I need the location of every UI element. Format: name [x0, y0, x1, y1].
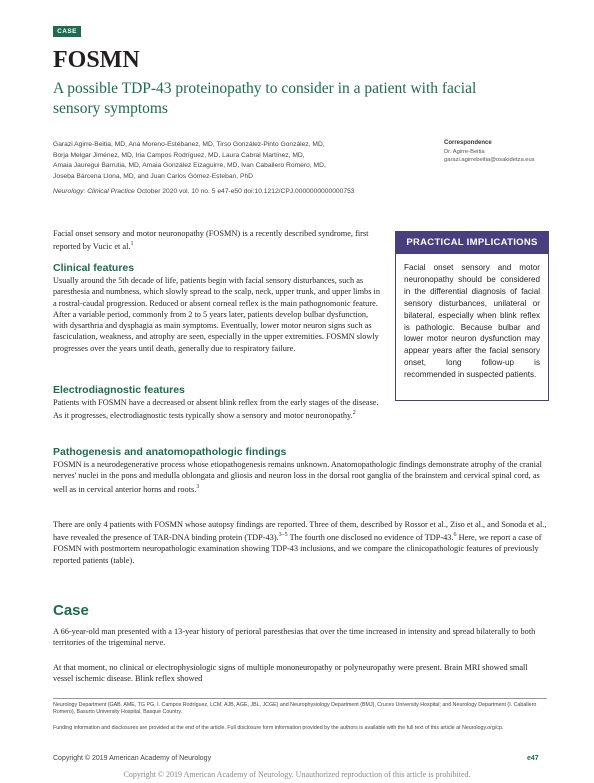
correspondence-name: Dr. Agirre-Beitia	[444, 149, 485, 155]
footer-copyright: Copyright © 2019 American Academy of Neurology	[53, 755, 212, 762]
section-heading-electro: Electrodiagnostic features	[53, 384, 185, 396]
intro-paragraph: Facial onset sensory and motor neuronopathy (FOSMN) is a recently described syndrome, first reported by Vucic et al.$^1$	[53, 229, 369, 252]
reference-marker[interactable]: 2	[352, 410, 356, 417]
page-number: e47	[527, 755, 539, 762]
practical-implications-heading: PRACTICAL IMPLICATIONS	[396, 232, 548, 254]
reference-marker[interactable]: 3	[196, 483, 200, 490]
case-paragraph-2: At that moment, no clinical or electrophysiologic signs of multiple mononeuropathy or polyneuropathy were present. Brain MRI showed small vessel ischemic disease. Blink reflex showed	[53, 663, 528, 684]
journal-name: Neurology: Clinical Practice	[53, 188, 135, 195]
pathogenesis-paragraph: FOSMN is a neurodegenerative process whose etiopathogenesis remains unknown. Anatomopathologic findings demonstrate atrophy of the cranial nerves' nuclei in the pons and medulla oblongata and gliosis and neuron loss in the dorsal root ganglia of the brainstem and cervical spinal cord, as well as in cervical anterior horns and roots.$^3$	[53, 460, 542, 494]
copyright-notice: Copyright © 2019 American Academy of Neurology. Unauthorized reproduction of this article is prohibited.	[123, 770, 471, 779]
article-subtitle: A possible TDP-43 proteinopathy to consider in a patient with facial sensory symptoms	[53, 80, 477, 117]
citation-details: October 2020 vol. 10 no. 5 e47-e50 doi:10.1212/CPJ.0000000000000753	[134, 188, 355, 195]
correspondence-email[interactable]: garazi.agirrebeitia@osakidetza.eus	[444, 157, 535, 163]
case-heading: Case	[53, 602, 89, 619]
funding-footnote: Funding information and disclosures are provided at the end of the article. Full disclosure form information provided by the authors is available with the full text of this article at Neurology.org/cp.	[53, 725, 504, 731]
citation-line	[53, 188, 433, 195]
reference-marker[interactable]: 1	[130, 241, 134, 248]
article-type-badge: CASE	[53, 26, 81, 37]
reference-marker[interactable]: 6	[453, 532, 457, 539]
correspondence-title: Correspondence	[444, 140, 492, 146]
affiliations-footnote: Neurology Department (GAB, AME, TG PG, I. Campos Rodríguez, LCM, AJB, AGE, JBL, JCGE) and Neurophysiology Department (BMJ), Cruces University Hospital; and Neurology Department (I. Caballero Romero), Basurto University Hospital, Basque Country.	[53, 702, 537, 716]
author-list	[53, 140, 393, 182]
practical-implications-text: Facial onset sensory and motor neuronopathy should be considered in the differential diagnosis of facial sensory disturbances, unilateral or bilateral, especially when blink reflex is pathologic. Because bulbar and lower motor neuron dysfunction may appear years after the facial sensory onset, long follow-up is recommended in suspected patients.	[404, 263, 540, 380]
author-line: Borja Melgar Jiménez, MD, Iria Campos Rodríguez, MD, Laura Cabral Martínez, MD,	[53, 151, 305, 159]
author-line: Amaia Jauregui Barrutia, MD, Amaia González Eizaguirre, MD, Ivan Caballero Romero, MD,	[53, 162, 326, 169]
author-line: Garazi Agirre-Beitia, MD, Ana Moreno-Estébanez, MD, Tirso González-Pinto González, MD,	[53, 141, 325, 148]
section-heading-clinical: Clinical features	[53, 262, 135, 274]
clinical-paragraph: Usually around the 5th decade of life, patients begin with facial sensory disturbances, such as paresthesia and numbness, which slowly spread to the scalp, neck, upper trunk, and upper limbs in a rostral-caudal progression. Reduced or absent corneal reflex is the main pathognomonic feature. After a variable period, commonly from 2 to 5 years later, patients develop bulbar dysfunction, with dysarthria and dysphagia as main symptoms. Eventually, lower motor neuron signs such as fasciculation, weakness, and atrophy are seen, especially in the upper extremities. FOSMN slowly progresses over the years until death, generally due to respiratory failure.	[53, 276, 380, 353]
practical-implications-box	[395, 231, 549, 401]
author-line: Joseba Bárcena Llona, MD, and Juan Carlos Gómez-Esteban, PhD	[53, 172, 253, 180]
reference-marker[interactable]: 3–5	[278, 532, 288, 539]
footnote-divider	[53, 698, 547, 699]
case-paragraph-1: A 66-year-old man presented with a 13-year history of perioral paresthesias that over the time increased in intensity and spread bilaterally to both territories of the trigeminal nerve.	[53, 627, 536, 648]
autopsy-paragraph: There are only 4 patients with FOSMN whose autopsy findings are reported. Three of them, described by Rossor et al., Ziso et al., and Sonoda et al., have revealed the presence of TAR-DNA binding protein (TDP-43).$^{3-5}$ The fourth one disclosed no evidence of TDP-43.$^6$ Here, we report a case of FOSMN with postmortem neuropathologic examination showing TDP-43 inclusions, and we compare the clinicopathologic features of previously reported patients (table).	[53, 520, 547, 565]
section-heading-pathogenesis: Pathogenesis and anatomopathologic findings	[53, 446, 287, 458]
electro-paragraph: Patients with FOSMN have a decreased or absent blink reflex from the early stages of the disease. As it progresses, electrodiagnostic tests typically show a sensory and motor neuronopathy.$^2$	[53, 398, 379, 421]
article-title: FOSMN	[53, 47, 140, 73]
